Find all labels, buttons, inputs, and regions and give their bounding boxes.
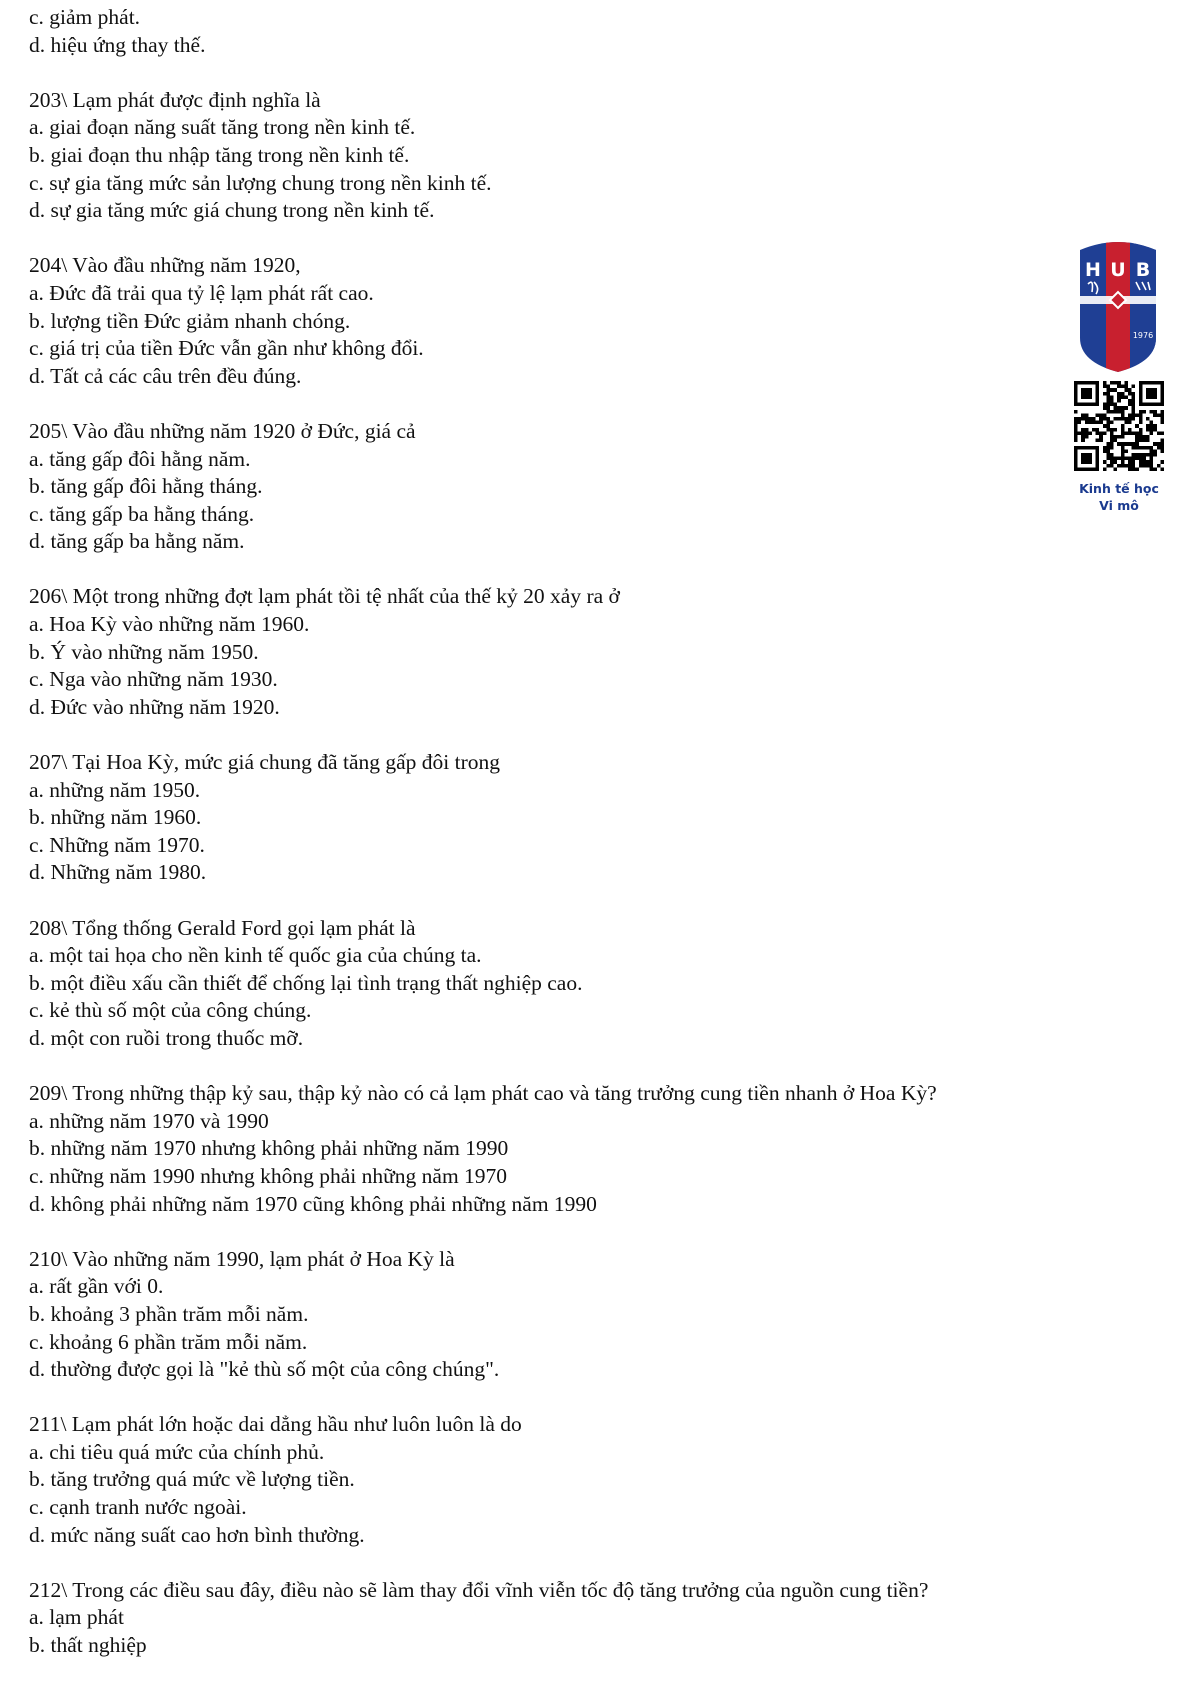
question-title: 212\ Trong các điều sau đây, điều nào sẽ làm thay đổi vĩnh viễn tốc độ tăng trưởng của nguồn cung tiền? [29, 1577, 929, 1602]
answer-option: d. hiệu ứng thay thế. [29, 32, 206, 57]
logo-year: 1976 [1132, 331, 1154, 340]
answer-option: a. lạm phát [29, 1605, 124, 1630]
document-text [29, 4, 1069, 1660]
answer-option: a. giai đoạn năng suất tăng trong nền kinh tế. [29, 115, 416, 140]
question-title: 208\ Tổng thống Gerald Ford gọi lạm phát là [29, 915, 416, 940]
answer-option: a. những năm 1970 và 1990 [29, 1108, 269, 1133]
blank-line [29, 887, 1069, 915]
logo-letter-u: U [1110, 259, 1126, 281]
question-title: 209\ Trong những thập kỷ sau, thập kỷ nào có cả lạm phát cao và tăng trưởng cung tiền nhanh ở Hoa Kỳ? [29, 1081, 937, 1106]
question-title: 211\ Lạm phát lớn hoặc dai dẳng hầu như luôn luôn là do [29, 1412, 522, 1437]
answer-option: d. không phải những năm 1970 cũng không phải những năm 1990 [29, 1191, 597, 1216]
blank-line [29, 1218, 1069, 1246]
answer-option: a. những năm 1950. [29, 777, 201, 802]
question-title: 207\ Tại Hoa Kỳ, mức giá chung đã tăng gấp đôi trong [29, 750, 501, 775]
answer-option: c. những năm 1990 nhưng không phải những năm 1970 [29, 1163, 508, 1188]
answer-option: b. giai đoạn thu nhập tăng trong nền kinh tế. [29, 142, 410, 167]
answer-option: b. những năm 1960. [29, 805, 202, 830]
caption-line-2: Vi mô [1099, 498, 1139, 513]
answer-option: d. Tất cả các câu trên đều đúng. [29, 363, 302, 388]
answer-option: a. tăng gấp đôi hằng năm. [29, 446, 251, 471]
logo-caption [1060, 480, 1178, 514]
answer-option: b. những năm 1970 nhưng không phải những năm 1990 [29, 1136, 509, 1161]
answer-option: d. Đức vào những năm 1920. [29, 694, 280, 719]
answer-option: d. một con ruồi trong thuốc mỡ. [29, 1025, 304, 1050]
answer-option: a. rất gần với 0. [29, 1274, 164, 1299]
answer-option: a. Đức đã trải qua tỷ lệ lạm phát rất cao. [29, 280, 374, 305]
blank-line [29, 1053, 1069, 1081]
answer-option: d. Những năm 1980. [29, 860, 207, 885]
answer-option: b. lượng tiền Đức giảm nhanh chóng. [29, 308, 351, 333]
answer-option: c. giá trị của tiền Đức vẫn gần như không đổi. [29, 336, 424, 361]
question-title: 203\ Lạm phát được định nghĩa là [29, 87, 321, 112]
question-title: 204\ Vào đầu những năm 1920, [29, 253, 301, 278]
blank-line [29, 390, 1069, 418]
answer-option: a. một tai họa cho nền kinh tế quốc gia của chúng ta. [29, 943, 482, 968]
answer-option: a. chi tiêu quá mức của chính phủ. [29, 1439, 325, 1464]
logo-letter-h: H [1085, 259, 1101, 281]
question-title: 210\ Vào những năm 1990, lạm phát ở Hoa Kỳ là [29, 1246, 455, 1271]
answer-option: c. Những năm 1970. [29, 832, 205, 857]
answer-option: b. tăng trưởng quá mức về lượng tiền. [29, 1467, 355, 1492]
question-title: 205\ Vào đầu những năm 1920 ở Đức, giá cả [29, 418, 416, 443]
answer-option: c. giảm phát. [29, 5, 141, 29]
answer-option: c. kẻ thù số một của công chúng. [29, 998, 312, 1023]
blank-line [29, 59, 1069, 87]
answer-option: b. một điều xấu cần thiết để chống lại tình trạng thất nghiệp cao. [29, 970, 583, 995]
answer-option: b. tăng gấp đôi hằng tháng. [29, 474, 263, 499]
answer-option: c. cạnh tranh nước ngoài. [29, 1495, 247, 1520]
answer-option: d. mức năng suất cao hơn bình thường. [29, 1522, 365, 1547]
answer-option: a. Hoa Kỳ vào những năm 1960. [29, 612, 310, 637]
blank-line [29, 225, 1069, 253]
answer-option: d. sự gia tăng mức giá chung trong nền kinh tế. [29, 198, 435, 223]
answer-option: c. tăng gấp ba hằng tháng. [29, 501, 255, 526]
answer-option: b. thất nghiệp [29, 1633, 147, 1658]
hub-logo [1070, 238, 1166, 372]
answer-option: c. Nga vào những năm 1930. [29, 667, 278, 692]
blank-line [29, 721, 1069, 749]
answer-option: b. khoảng 3 phần trăm mỗi năm. [29, 1301, 309, 1326]
qr-code-icon [1074, 381, 1164, 471]
answer-option: c. sự gia tăng mức sản lượng chung trong nền kinh tế. [29, 170, 492, 195]
answer-option: d. thường được gọi là "kẻ thù số một của công chúng". [29, 1357, 500, 1382]
answer-option: d. tăng gấp ba hằng năm. [29, 529, 245, 554]
blank-line [29, 1384, 1069, 1412]
question-title: 206\ Một trong những đợt lạm phát tồi tệ nhất của thế kỷ 20 xảy ra ở [29, 584, 620, 609]
blank-line [29, 1549, 1069, 1577]
caption-line-1: Kinh tế học [1079, 481, 1159, 496]
blank-line [29, 556, 1069, 584]
answer-option: c. khoảng 6 phần trăm mỗi năm. [29, 1329, 308, 1354]
answer-option: b. Ý vào những năm 1950. [29, 639, 259, 664]
logo-letter-b: B [1135, 259, 1151, 281]
